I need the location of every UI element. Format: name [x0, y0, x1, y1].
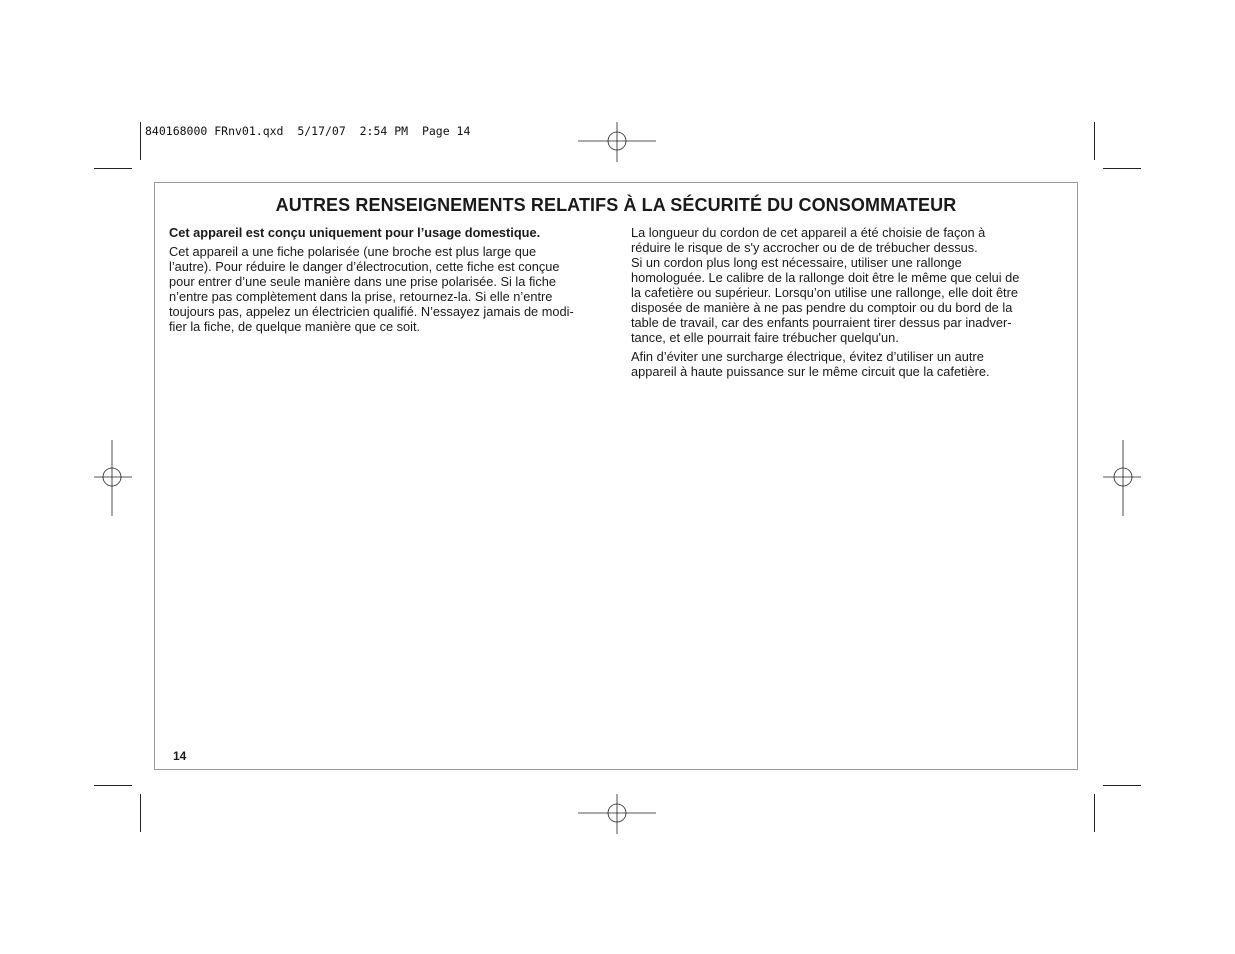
content-panel — [154, 182, 1078, 770]
paragraph-line: fier la fiche, de quelque manière que ce soit. — [169, 319, 421, 334]
page-number: 14 — [173, 749, 187, 763]
crop-mark-top-left-vertical — [140, 122, 141, 160]
paragraph-line: toujours pas, appelez un électricien qualifié. N’essayez jamais de modi- — [169, 304, 574, 319]
paragraph-line: disposée de manière à ne pas pendre du comptoir ou du bord de la — [631, 300, 1013, 315]
crop-mark-bottom-left-vertical — [140, 794, 141, 832]
paragraph-line: La longueur du cordon de cet appareil a été choisie de façon à — [631, 225, 986, 240]
right-column — [631, 225, 1063, 383]
paragraph-line: réduire le risque de s'y accrocher ou de de trébucher dessus. — [631, 240, 978, 255]
paragraph-line: tance, et elle pourrait faire trébucher quelqu'un. — [631, 330, 899, 345]
paragraph-line: pour entrer d’une seule manière dans une prise polarisée. Si la fiche — [169, 274, 556, 289]
left-column — [169, 225, 599, 338]
page-title: AUTRES RENSEIGNEMENTS RELATIFS À LA SÉCURITÉ DU CONSOMMATEUR — [275, 195, 957, 215]
registration-mark-left-icon — [94, 440, 132, 516]
paragraph-line: Si un cordon plus long est nécessaire, utiliser une rallonge — [631, 255, 962, 270]
left-subheading: Cet appareil est conçu uniquement pour l’usage domestique. — [169, 225, 541, 240]
paragraph-line: l’autre). Pour réduire le danger d’électrocution, cette fiche est conçue — [169, 259, 560, 274]
crop-mark-top-right-vertical — [1094, 122, 1095, 160]
paragraph-line: Cet appareil a une fiche polarisée (une broche est plus large que — [169, 244, 537, 259]
registration-mark-top-icon — [578, 122, 656, 162]
registration-mark-bottom-icon — [578, 794, 656, 834]
paragraph-line: n’entre pas complètement dans la prise, retournez-la. Si elle n’entre — [169, 289, 553, 304]
paragraph-line: appareil à haute puissance sur le même circuit que la cafetière. — [631, 364, 990, 379]
crop-mark-top-right-horizontal — [1103, 168, 1141, 169]
crop-mark-top-left-horizontal — [94, 168, 132, 169]
registration-mark-right-icon — [1103, 440, 1141, 516]
paragraph-line: la cafetière ou supérieur. Lorsqu’on utilise une rallonge, elle doit être — [631, 285, 1018, 300]
electrical-overload-paragraph — [631, 349, 1063, 379]
crop-mark-bottom-right-horizontal — [1103, 785, 1141, 786]
crop-mark-bottom-right-vertical — [1094, 794, 1095, 832]
paragraph-line: homologuée. Le calibre de la rallonge doit être le même que celui de — [631, 270, 1020, 285]
cord-length-paragraph — [631, 225, 1063, 345]
print-slug-line: 840168000 FRnv01.qxd 5/17/07 2:54 PM Page 14 — [145, 124, 471, 138]
paragraph-line: table de travail, car des enfants pourraient tirer dessus par inadver- — [631, 315, 1012, 330]
paragraph-line: Afin d’éviter une surcharge électrique, évitez d’utiliser un autre — [631, 349, 984, 364]
polarized-plug-paragraph — [169, 244, 599, 334]
crop-mark-bottom-left-horizontal — [94, 785, 132, 786]
